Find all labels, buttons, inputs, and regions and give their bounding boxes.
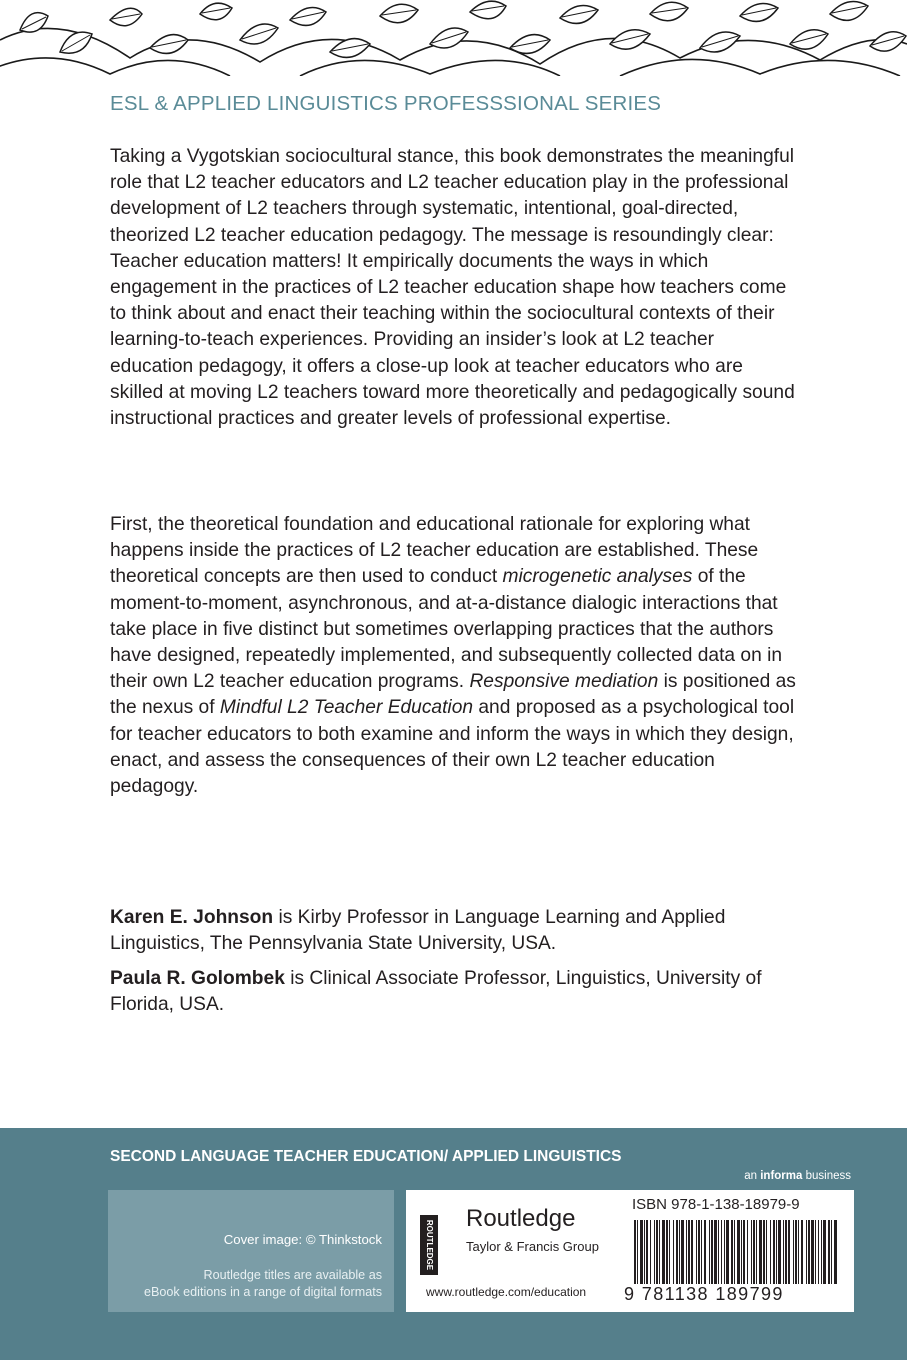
barcode-bar (709, 1220, 710, 1284)
author-bio-text-1: is Kirby Professor in Language Learning and Applied Linguistics, The Pennsylvania State University, USA. (110, 907, 726, 955)
barcode-bar (815, 1220, 816, 1284)
barcode-bar (823, 1220, 826, 1284)
barcode-bar (698, 1220, 700, 1284)
decorative-leaf-pattern (0, 0, 907, 76)
informa-brand: informa (760, 1170, 803, 1182)
barcode-bar (734, 1220, 735, 1284)
barcode-bar (654, 1220, 655, 1284)
cover-info-box (108, 1190, 394, 1312)
paragraph-2-italic-3: Mindful L2 Teacher Education (219, 697, 474, 719)
isbn-digits: 9 781138 189799 (624, 1284, 784, 1304)
barcode-bar (637, 1220, 638, 1284)
barcode-bar (656, 1220, 658, 1284)
barcode-bar (644, 1220, 645, 1284)
cover-credit: Cover image: © Thinkstock (223, 1232, 382, 1247)
barcode-bar (770, 1220, 771, 1284)
barcode-bar (714, 1220, 717, 1284)
barcode-bar (747, 1220, 748, 1284)
barcode-bar (688, 1220, 690, 1284)
barcode-bar (691, 1220, 693, 1284)
informa-tagline (744, 1170, 851, 1182)
barcode-bar (831, 1220, 832, 1284)
paragraph-2-text-1: First, the theoretical foundation and educational rationale for exploring what happens inside the practices of L2 teacher education are established. These theoretical concepts are then used to conduct (110, 514, 759, 588)
barcode-bar (763, 1220, 765, 1284)
footer-band (0, 1128, 907, 1360)
barcode-bar (718, 1220, 719, 1284)
publisher-box (406, 1190, 854, 1312)
barcode-bar (679, 1220, 680, 1284)
barcode-bar (773, 1220, 775, 1284)
paragraph-2-text-4: and proposed as a psychological tool for teacher educators to both examine and inform the ways in which they design, enact, and assess the consequences of their own L2 teacher education pedagogy. (110, 697, 795, 798)
barcode-bar (778, 1220, 781, 1284)
publisher-group: Taylor & Francis Group (466, 1239, 599, 1254)
barcode-bar (721, 1220, 722, 1284)
barcode-bar (704, 1220, 706, 1284)
barcode-bar (828, 1220, 830, 1284)
barcode-bar (659, 1220, 660, 1284)
barcode-bar (793, 1220, 794, 1284)
barcode-bar (701, 1220, 702, 1284)
paragraph-2-text-2: of the moment-to-moment, asynchronous, and at-a-distance dialogic interactions that take place in five distinct but sometimes overlapping practices that the authors have designed, repeatedly implemented, and subsequently collected data on in their own L2 teacher education programs. (110, 566, 783, 693)
barcode-bar (646, 1220, 648, 1284)
barcode-bar (731, 1220, 733, 1284)
barcode-bar (766, 1220, 767, 1284)
barcode-bar (669, 1220, 670, 1284)
barcode-bar (741, 1220, 742, 1284)
barcode-bar (776, 1220, 777, 1284)
barcode-bar (726, 1220, 729, 1284)
isbn-label: ISBN 978-1-138-18979-9 (632, 1196, 800, 1213)
paragraph-2-italic-1: microgenetic analyses (502, 566, 693, 588)
informa-prefix: an (744, 1170, 761, 1182)
barcode-bar (806, 1220, 807, 1284)
ebook-notice (144, 1267, 382, 1301)
barcode-bar (640, 1220, 643, 1284)
author-bio-1 (110, 905, 800, 957)
barcode-bar (785, 1220, 787, 1284)
barcode-icon (632, 1220, 842, 1284)
barcode-bar (756, 1220, 757, 1284)
author-bio-2 (110, 966, 800, 1018)
barcode-bar (801, 1220, 803, 1284)
barcode-bar (743, 1220, 745, 1284)
barcode-bar (759, 1220, 762, 1284)
barcode-bar (811, 1220, 814, 1284)
barcode-bar (737, 1220, 740, 1284)
barcode-bar (818, 1220, 819, 1284)
subject-category: SECOND LANGUAGE TEACHER EDUCATION/ APPLIED LINGUISTICS (110, 1148, 622, 1165)
barcode-bar (795, 1220, 797, 1284)
barcode-bar (821, 1220, 822, 1284)
barcode-bar (834, 1220, 837, 1284)
author-name-1: Karen E. Johnson (110, 907, 274, 928)
publisher-name: Routledge (466, 1205, 576, 1232)
barcode-bar (673, 1220, 674, 1284)
barcode-bar (662, 1220, 665, 1284)
description-paragraph-1: Taking a Vygotskian sociocultural stance, this book demonstrates the meaningful role that L2 teacher educators and L2 teacher education play in the professional development of L2 teachers through systematic, intentional, goal-directed, theorized L2 teacher education pedagogy. The message is resoundingly clear: Teacher education matters! It empirically documents the ways in which engagement in the practices of L2 teacher education shape how teachers come to think about and enact their teaching within the sociocultural contexts of their learning-to-teach experiences. Providing an insider’s look at L2 teacher education pedagogy, it offers a close-up look at teacher educators who are skilled at moving L2 teachers toward more theoretically and pedagogically sound instructional practices and greater levels of professional expertise. (110, 146, 795, 430)
barcode-bar (686, 1220, 687, 1284)
author-bio-text-2: is Clinical Associate Professor, Linguistics, University of Florida, USA. (110, 968, 762, 1016)
author-name-2: Paula R. Golombek (110, 968, 285, 989)
description-paragraph-2 (110, 512, 800, 800)
barcode-bar (681, 1220, 684, 1284)
publisher-url: www.routledge.com/education (426, 1285, 587, 1299)
barcode-bar (783, 1220, 784, 1284)
ebook-notice-line-1: Routledge titles are available as (203, 1268, 382, 1282)
informa-suffix: business (802, 1170, 851, 1182)
barcode-bar (634, 1220, 636, 1284)
routledge-logo-icon (420, 1215, 438, 1275)
barcode-bar (798, 1220, 799, 1284)
barcode-bar (711, 1220, 713, 1284)
barcode-bar (666, 1220, 668, 1284)
barcode-bar (650, 1220, 651, 1284)
series-title: ESL & APPLIED LINGUISTICS PROFESSSIONAL SERIES (110, 92, 662, 115)
barcode-bar (808, 1220, 810, 1284)
paragraph-2-text-3: is positioned as the nexus of (110, 671, 796, 719)
routledge-logo-text: ROUTLEDGE (424, 1219, 434, 1271)
barcode-bar (724, 1220, 725, 1284)
ebook-notice-line-2: eBook editions in a range of digital formats (143, 1285, 382, 1299)
barcode-bar (696, 1220, 697, 1284)
barcode-bar (751, 1220, 752, 1284)
barcode-bar (788, 1220, 790, 1284)
barcode-bar (753, 1220, 755, 1284)
barcode-bar (676, 1220, 678, 1284)
paragraph-2-italic-2: Responsive mediation (469, 671, 659, 693)
